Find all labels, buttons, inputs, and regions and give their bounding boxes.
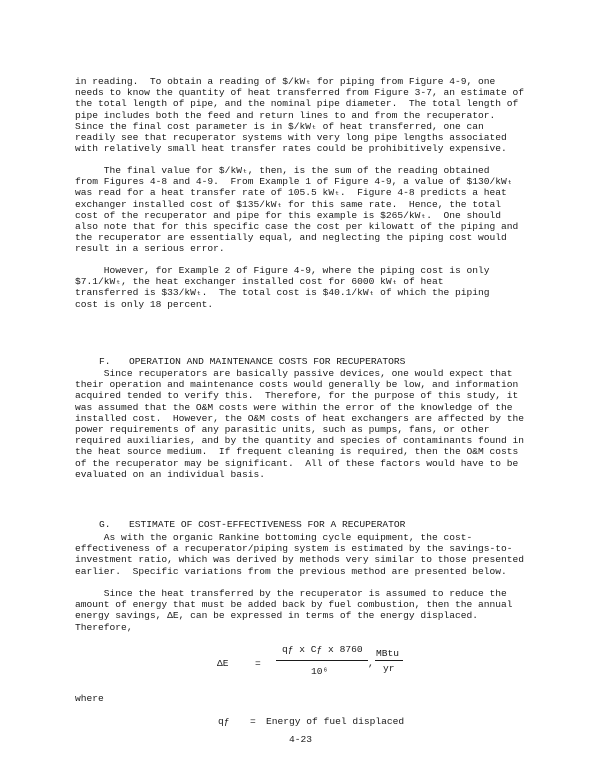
equation-equals: = <box>255 658 261 669</box>
fraction-bar <box>276 660 368 661</box>
text-line: acquired tended to verify this. Therefore, for the purpose of this study, it <box>75 390 519 402</box>
text-line: effectiveness of a recuperator/piping system is estimated by the savings-to- <box>75 543 513 555</box>
paragraph-example-2 <box>75 265 535 310</box>
text-line: with relatively small heat transfer rates could be prohibitively expensive. <box>75 143 507 155</box>
text-line: However, for Example 2 of Figure 4-9, where the piping cost is only <box>75 265 490 276</box>
equation-lhs: ΔE <box>217 658 229 669</box>
unit-denominator: yr <box>383 663 395 674</box>
text-line: The final value for $/kWₜ, then, is the sum of the reading obtained <box>75 165 490 176</box>
definition-equals: = <box>250 716 256 727</box>
text-line: Since recuperators are basically passive devices, one would expect that <box>75 368 513 379</box>
text-line: installed cost. However, the O&M costs of heat exchangers are affected by the <box>75 412 525 424</box>
unit-numerator: MBtu <box>376 648 400 659</box>
where-label: where <box>75 693 104 704</box>
paragraph-energy-savings <box>75 588 535 633</box>
paragraph-om-costs <box>75 368 535 480</box>
text-line: energy savings, ΔE, can be expressed in terms of the energy displaced. <box>75 610 479 622</box>
equation-comma: , <box>368 658 374 669</box>
text-line: exchanger installed cost of $135/kWₜ for this same rate. Hence, the total <box>75 198 502 210</box>
text-line: readily see that recuperator systems with very long pipe lengths associated <box>75 132 507 144</box>
text-line: Since the heat transferred by the recuperator is assumed to reduce the <box>75 588 507 599</box>
equation-denominator: 10⁶ <box>311 666 329 677</box>
text-line: from Figures 4-8 and 4-9. From Example 1 of Figure 4-9, a value of $130/kWₜ <box>75 176 513 188</box>
text-line: the recuperator are essentially equal, and neglecting the piping cost would <box>75 232 507 244</box>
text-line: was read for a heat transfer rate of 105.5 kWₜ. Figure 4-8 predicts a heat <box>75 187 507 199</box>
text-line: evaluated on an individual basis. <box>75 468 265 480</box>
paragraph-final-value <box>75 165 535 255</box>
page-number: 4-23 <box>289 734 313 745</box>
definition-symbol: qƒ <box>218 716 230 727</box>
text-line: Since the final cost parameter is in $/kWₜ of heat transferred, one can <box>75 120 484 132</box>
text-line: cost is only 18 percent. <box>75 298 214 310</box>
text-line: pipe includes both the feed and return lines to and from the recuperator. <box>75 109 496 121</box>
text-line: Therefore, <box>75 621 133 633</box>
text-line: the total length of pipe, and the nominal pipe diameter. The total length of <box>75 98 519 110</box>
paragraph-cost-effectiveness <box>75 532 535 577</box>
text-line: needs to know the quantity of heat transferred from Figure 3-7, an estimate of <box>75 87 525 99</box>
text-line: As with the organic Rankine bottoming cycle equipment, the cost- <box>75 532 473 543</box>
text-line: in reading. To obtain a reading of $/kWₜ for piping from Figure 4-9, one <box>75 76 496 87</box>
text-line: earlier. Specific variations from the previous method are presented below. <box>75 565 507 577</box>
section-letter: G. <box>99 519 111 531</box>
text-line: investment ratio, which was derived by methods very similar to those presented <box>75 554 525 566</box>
text-line: their operation and maintenance costs would generally be low, and information <box>75 379 519 391</box>
paragraph-piping-cost <box>75 76 535 154</box>
section-title: ESTIMATE OF COST-EFFECTIVENESS FOR A RECUPERATOR <box>129 519 406 531</box>
equation-numerator: qƒ x Cƒ x 8760 <box>282 644 363 655</box>
text-line: power requirements of any parasitic units, such as pumps, fans, or other <box>75 424 490 436</box>
text-line: cost of the recuperator and pipe for this example is $265/kWₜ. One should <box>75 209 502 221</box>
section-title: OPERATION AND MAINTENANCE COSTS FOR RECUPERATORS <box>129 356 406 368</box>
text-line: was assumed that the O&M costs were within the error of the knowledge of the <box>75 401 513 413</box>
text-line: amount of energy that must be added back by fuel combustion, then the annual <box>75 599 513 611</box>
text-line: $7.1/kWₜ, the heat exchanger installed cost for 6000 kWₜ of heat <box>75 276 444 288</box>
unit-fraction-bar <box>375 660 403 661</box>
section-letter: F. <box>99 356 111 368</box>
text-line: transferred is $33/kWₜ. The total cost is $40.1/kWₜ of which the piping <box>75 287 490 299</box>
definition-text: Energy of fuel displaced <box>266 716 405 727</box>
text-line: the heat source medium. If frequent cleaning is required, then the O&M costs <box>75 446 519 458</box>
text-line: result in a serious error. <box>75 243 225 255</box>
text-line: of the recuperator may be significant. All of these factors would have to be <box>75 457 519 469</box>
text-line: also note that for this specific case the cost per kilowatt of the piping and <box>75 221 519 233</box>
text-line: required auxiliaries, and by the quantity and species of contaminants found in <box>75 435 525 447</box>
